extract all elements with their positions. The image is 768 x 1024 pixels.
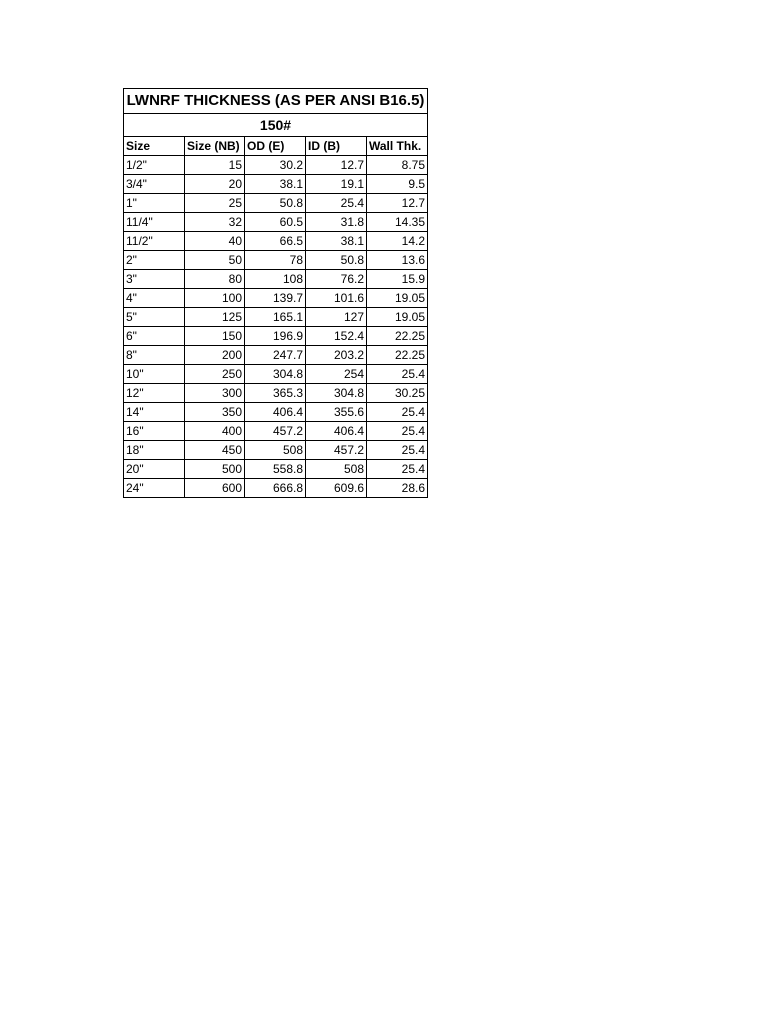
cell-wall-thk[interactable]: 25.4 xyxy=(367,403,428,422)
table-row xyxy=(124,365,428,384)
table-row xyxy=(124,384,428,403)
cell-size[interactable]: 1" xyxy=(124,194,185,213)
cell-wall-thk[interactable]: 19.05 xyxy=(367,308,428,327)
table-row xyxy=(124,422,428,441)
cell-size-nb[interactable]: 32 xyxy=(185,213,245,232)
cell-id[interactable]: 508 xyxy=(306,460,367,479)
cell-size-nb[interactable]: 20 xyxy=(185,175,245,194)
cell-size[interactable]: 3/4" xyxy=(124,175,185,194)
cell-size[interactable]: 12" xyxy=(124,384,185,403)
cell-size[interactable]: 14" xyxy=(124,403,185,422)
cell-size[interactable]: 10" xyxy=(124,365,185,384)
cell-size-nb[interactable]: 600 xyxy=(185,479,245,498)
cell-wall-thk[interactable]: 22.25 xyxy=(367,346,428,365)
cell-size[interactable]: 18" xyxy=(124,441,185,460)
table-row xyxy=(124,441,428,460)
cell-size[interactable]: 6" xyxy=(124,327,185,346)
cell-wall-thk[interactable]: 22.25 xyxy=(367,327,428,346)
cell-od[interactable]: 108 xyxy=(245,270,306,289)
table-subtitle[interactable]: 150# xyxy=(124,114,428,137)
cell-size-nb[interactable]: 250 xyxy=(185,365,245,384)
header-wall-thk[interactable]: Wall Thk. xyxy=(367,137,428,156)
cell-wall-thk[interactable]: 25.4 xyxy=(367,365,428,384)
cell-size-nb[interactable]: 80 xyxy=(185,270,245,289)
table-row xyxy=(124,308,428,327)
cell-id[interactable]: 609.6 xyxy=(306,479,367,498)
cell-size-nb[interactable]: 50 xyxy=(185,251,245,270)
cell-wall-thk[interactable]: 14.2 xyxy=(367,232,428,251)
cell-size[interactable]: 16" xyxy=(124,422,185,441)
table-row xyxy=(124,403,428,422)
cell-id[interactable]: 457.2 xyxy=(306,441,367,460)
cell-od[interactable]: 66.5 xyxy=(245,232,306,251)
cell-wall-thk[interactable]: 28.6 xyxy=(367,479,428,498)
cell-wall-thk[interactable]: 19.05 xyxy=(367,289,428,308)
cell-size-nb[interactable]: 15 xyxy=(185,156,245,175)
cell-size-nb[interactable]: 150 xyxy=(185,327,245,346)
cell-od[interactable]: 457.2 xyxy=(245,422,306,441)
cell-size-nb[interactable]: 400 xyxy=(185,422,245,441)
spreadsheet-region xyxy=(123,88,428,498)
cell-size[interactable]: 11/4" xyxy=(124,213,185,232)
cell-od[interactable]: 30.2 xyxy=(245,156,306,175)
cell-wall-thk[interactable]: 13.6 xyxy=(367,251,428,270)
cell-id[interactable]: 101.6 xyxy=(306,289,367,308)
cell-size-nb[interactable]: 25 xyxy=(185,194,245,213)
cell-od[interactable]: 365.3 xyxy=(245,384,306,403)
cell-id[interactable]: 355.6 xyxy=(306,403,367,422)
table-row xyxy=(124,460,428,479)
header-size[interactable]: Size xyxy=(124,137,185,156)
table-row xyxy=(124,194,428,213)
table-row xyxy=(124,175,428,194)
cell-od[interactable]: 50.8 xyxy=(245,194,306,213)
cell-od[interactable]: 165.1 xyxy=(245,308,306,327)
cell-id[interactable]: 31.8 xyxy=(306,213,367,232)
header-size-nb[interactable]: Size (NB) xyxy=(185,137,245,156)
title-row xyxy=(124,89,428,114)
cell-od[interactable]: 139.7 xyxy=(245,289,306,308)
cell-id[interactable]: 50.8 xyxy=(306,251,367,270)
thickness-table xyxy=(123,88,428,498)
header-id[interactable]: ID (B) xyxy=(306,137,367,156)
cell-size[interactable]: 11/2" xyxy=(124,232,185,251)
header-row xyxy=(124,137,428,156)
cell-wall-thk[interactable]: 8.75 xyxy=(367,156,428,175)
cell-od[interactable]: 78 xyxy=(245,251,306,270)
cell-od[interactable]: 247.7 xyxy=(245,346,306,365)
cell-size[interactable]: 8" xyxy=(124,346,185,365)
cell-od[interactable]: 666.8 xyxy=(245,479,306,498)
cell-wall-thk[interactable]: 14.35 xyxy=(367,213,428,232)
cell-od[interactable]: 558.8 xyxy=(245,460,306,479)
cell-id[interactable]: 76.2 xyxy=(306,270,367,289)
table-row xyxy=(124,156,428,175)
cell-od[interactable]: 196.9 xyxy=(245,327,306,346)
cell-od[interactable]: 60.5 xyxy=(245,213,306,232)
cell-id[interactable]: 406.4 xyxy=(306,422,367,441)
table-row xyxy=(124,251,428,270)
cell-size-nb[interactable]: 500 xyxy=(185,460,245,479)
table-row xyxy=(124,289,428,308)
table-row xyxy=(124,327,428,346)
cell-id[interactable]: 12.7 xyxy=(306,156,367,175)
cell-size[interactable]: 20" xyxy=(124,460,185,479)
cell-id[interactable]: 254 xyxy=(306,365,367,384)
cell-wall-thk[interactable]: 25.4 xyxy=(367,460,428,479)
cell-od[interactable]: 304.8 xyxy=(245,365,306,384)
table-body xyxy=(124,156,428,498)
table-row xyxy=(124,479,428,498)
cell-size-nb[interactable]: 40 xyxy=(185,232,245,251)
cell-od[interactable]: 406.4 xyxy=(245,403,306,422)
cell-wall-thk[interactable]: 30.25 xyxy=(367,384,428,403)
cell-size[interactable]: 5" xyxy=(124,308,185,327)
cell-wall-thk[interactable]: 15.9 xyxy=(367,270,428,289)
cell-id[interactable]: 127 xyxy=(306,308,367,327)
cell-wall-thk[interactable]: 9.5 xyxy=(367,175,428,194)
cell-id[interactable]: 152.4 xyxy=(306,327,367,346)
table-row xyxy=(124,346,428,365)
cell-size-nb[interactable]: 300 xyxy=(185,384,245,403)
cell-size[interactable]: 24" xyxy=(124,479,185,498)
cell-size-nb[interactable]: 125 xyxy=(185,308,245,327)
cell-id[interactable]: 203.2 xyxy=(306,346,367,365)
cell-od[interactable]: 38.1 xyxy=(245,175,306,194)
cell-size[interactable]: 3" xyxy=(124,270,185,289)
table-row xyxy=(124,232,428,251)
cell-size[interactable]: 4" xyxy=(124,289,185,308)
cell-wall-thk[interactable]: 25.4 xyxy=(367,422,428,441)
header-od[interactable]: OD (E) xyxy=(245,137,306,156)
cell-id[interactable]: 304.8 xyxy=(306,384,367,403)
cell-id[interactable]: 38.1 xyxy=(306,232,367,251)
table-row xyxy=(124,270,428,289)
cell-size-nb[interactable]: 450 xyxy=(185,441,245,460)
cell-id[interactable]: 19.1 xyxy=(306,175,367,194)
cell-id[interactable]: 25.4 xyxy=(306,194,367,213)
subtitle-row xyxy=(124,114,428,137)
cell-size[interactable]: 1/2" xyxy=(124,156,185,175)
cell-size-nb[interactable]: 350 xyxy=(185,403,245,422)
cell-wall-thk[interactable]: 25.4 xyxy=(367,441,428,460)
table-row xyxy=(124,213,428,232)
cell-size-nb[interactable]: 200 xyxy=(185,346,245,365)
cell-wall-thk[interactable]: 12.7 xyxy=(367,194,428,213)
cell-size[interactable]: 2" xyxy=(124,251,185,270)
cell-od[interactable]: 508 xyxy=(245,441,306,460)
cell-size-nb[interactable]: 100 xyxy=(185,289,245,308)
table-title[interactable]: LWNRF THICKNESS (AS PER ANSI B16.5) xyxy=(124,89,428,114)
